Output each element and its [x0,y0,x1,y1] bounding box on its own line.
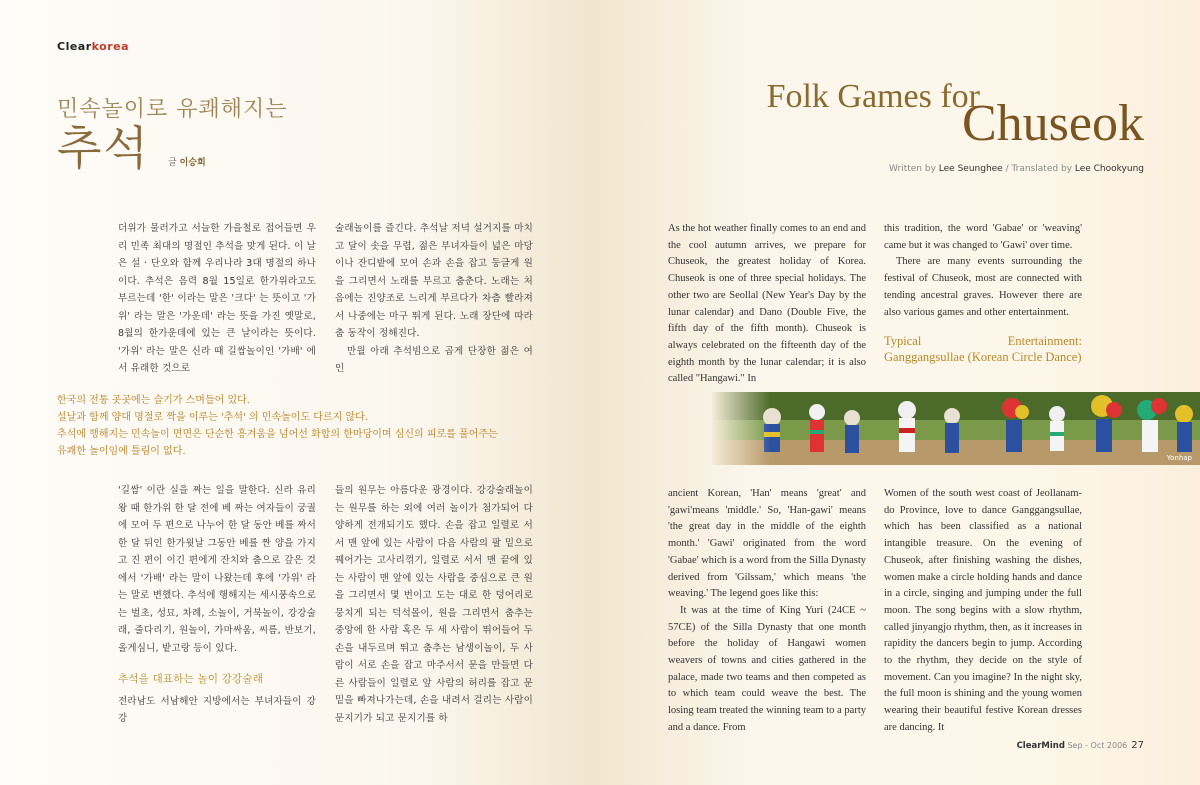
photo-credit: Yonhap [1166,454,1192,462]
page-number: 27 [1131,740,1144,751]
korean-column-2: 술래놀이를 즐긴다. 추석날 저녁 설거지를 마치고 달이 솟을 무렵, 젊은 부녀자들이 넓은 마당이나 잔디밭에 모여 손과 손을 잡고 둥글게 원을 그리면서 노래를 부르고 춤춘다. 노래는 처음에는 진양조로 느리게 부르다가 차츰 빨라져서 나중에는 마구 뛰게 된다. 노래 장단에 따라 춤 동작이 정해진다. 만월 아래 추석빔으로 곱게 단장한 젊은 여인 [335,223,533,374]
english-title-line2: Chuseok [962,95,1144,152]
english-column-1: As the hot weather finally comes to an end and the cool autumn arrives, we prepare for Chuseok, the greatest holiday of Korea. Chuseok is one of three special holidays. The other two are Seollal (New Year's Day by the lunar calendar) and Dano (Double Five, the fifth day of the fifth month). Chuseok is always celebrated on the fifteenth day of the eighth month by the lunar calendar; it is also called "Hangawi." In [668,223,866,385]
korean-author: 글 이승희 [168,158,206,168]
dancers-photo [712,392,1200,465]
english-title-line1: Folk Games for [766,78,980,115]
english-section-heading: Typical Entertainment: Ganggangsullae (Korean Circle Dance) [884,334,1082,365]
brand-logo: Clearkorea [57,40,130,53]
english-column-3: ancient Korean, 'Han' means 'great' and 'gawi'means 'middle.' So, 'Han-gawi' means 'the great day in the middle of the eighth month.' 'Gawi' originated from the word 'Gabae' which is a word from the Silla Dynasty derived from 'Gilssam,' which means 'the weaving.' The legend goes like this: It was at the time of King Yuri (24CE ~ 57CE) of the Silla Dynasty that one month before the holiday of Hangawi women weavers of towns and cities gathered in the palace, made two teams and then competed as to which team could weave the best. The losing team treated the winning team to a party and a dance. From [668,488,866,733]
page-footer: ClearMind Sep - Oct 2006 27 [1016,740,1144,751]
english-column-4: Women of the south west coast of Jeollanam-do Province, love to dance Ganggangsullae, which has been classified as a national intangible treasure. On the evening of Chuseok, after finishing washing the dishes, women make a circle holding hands and dance in a circle, singing and jumping under the full moon. The song begins with a slow rhythm, called jinyangjo rhythm, then, as it increases in rapidity the dancers begin to jump. According to the rhythm, they decide on the style of movement. Can you imagine? In the night sky, the full moon is shining and the young women wearing their beautiful festive Korean dresses are dancing. It [884,488,1082,733]
korean-title: 추석 [57,121,150,175]
credits: Written by Lee Seunghee / Translated by Lee Chookyung [889,164,1144,174]
korean-subtitle: 민속놀이로 유쾌해지는 [57,97,288,122]
english-column-2: this tradition, the word 'Gabae' or 'weaving' came but it was changed to 'Gawi' over time. There are many events surrounding the festival of Chuseok, most are connected with tending ancestral graves. However there are also various games and other entertainment. Typical Entertainment: Ganggangsullae (Korean Circle Dance) [884,223,1082,365]
korean-column-4: 들의 원무는 아름다운 광경이다. 강강술래놀이는 원무를 하는 외에 여러 놀이가 첨가되어 다양하게 전개되기도 했다. 손을 잡고 일렬로 서서 맨 앞에 있는 사람이 다음 사람의 팔 밑으로 꿰어가는 고사리꺾기, 일렬로 서서 맨 끝에 있는 사람이 맨 앞에 있는 사람을 중심으로 큰 원을 그리면서 몇 번이고 도는 대로 한 덩어리로 뭉치게 되는 덕석몰이, 원을 그리면서 춤추는 중앙에 한 사람 혹은 두 세 사람이 뛰어들어 두 손을 내두르며 뛰고 춤추는 남생이놀이, 두 사람이 서로 손을 잡고 마주서서 문을 만들면 다른 사람들이 일렬로 앞 사람의 허리를 잡고 문 밑을 빠져나가는데, 손을 내려서 걸리는 사람이 문지기가 되고 문지기를 하 [335,485,533,724]
korean-column-1: 더위가 물러가고 서늘한 가을철로 접어들면 우리 민족 최대의 명절인 추석을 맞게 된다. 이 날은 설 · 단오와 함께 우리나라 3대 명절의 하나이다. 추석은 음력 8월 15일로 한가위라고도 부르는데 '한' 이라는 말은 '크다' 는 뜻이고 '가위' 라는 말은 '가운데' 라는 뜻을 가진 옛말로, 8월의 한가운데에 있는 큰 날이라는 뜻이다. '가위' 라는 말은 신라 때 길쌈놀이인 '가배' 에서 유래한 것으로 [118,223,316,374]
pull-quote: 한국의 전통 곳곳에는 슬기가 스며들어 있다. 설날과 함께 양대 명절로 짝을 이루는 '추석' 의 민속놀이도 다르지 않다. 추석에 행해지는 민속놀이 면면은 단순한 흥겨움을 넘어선 화합의 한마당이며 심신의 피로를 풀어주는 유쾌한 놀이임에 틀림이 없다. [57,395,498,457]
korean-column-3: '길쌈' 이란 실을 짜는 일을 말한다. 신라 유리왕 때 한가위 한 달 전에 베 짜는 여자들이 궁궐에 모여 두 편으로 나누어 한 달 동안 베를 짜서 한 달 뒤인 한가윗날 그동안 베를 짠 양을 가지고 진 편이 이긴 편에게 잔치와 춤으로 갚은 것에서 '가배' 라는 말이 나왔는데 후에 '가위' 라는 말로 변했다. 추석에 행해지는 세시풍속으로는 벌초, 성묘, 차례, 소놀이, 거북놀이, 강강술래, 줄다리기, 원놀이, 가마싸움, 씨름, 반보기, 올게심니, 밭고랑 등이 있다. 추석을 대표하는 놀이 강강술래 전라남도 서남해안 지방에서는 부녀자들이 강강 [118,485,316,724]
korean-section-heading: 추석을 대표하는 놀이 강강술래 [118,673,264,685]
